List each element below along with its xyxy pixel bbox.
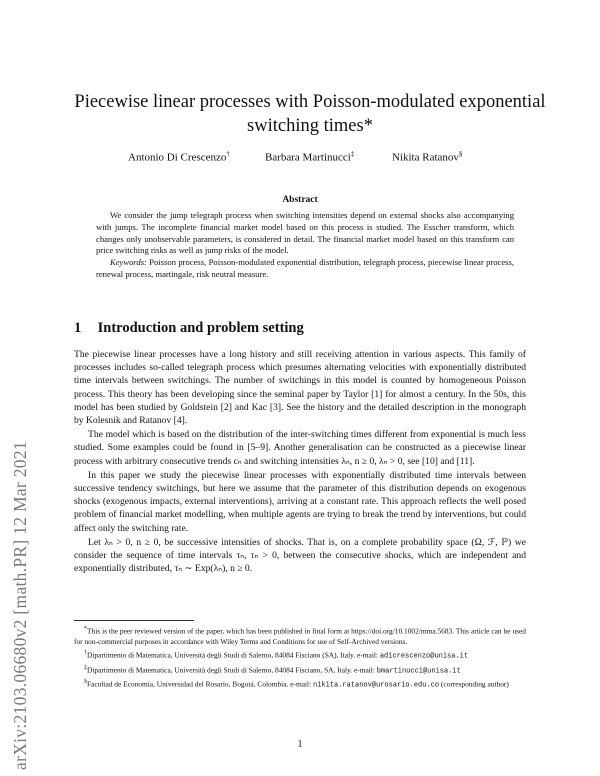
footnote-1: *This is the peer reviewed version of the paper, which has been published in final form at https://doi.org/10.1002/mma.5683. This article can be used for non-commercial purposes in accordance with Wiley Terms and Conditions for use of Self-Archived versions. — [74, 626, 526, 646]
paper-title — [60, 90, 560, 138]
author-1: Antonio Di Crescenzo† — [128, 150, 230, 164]
abstract-heading: Abstract — [282, 195, 318, 205]
author-2: Barbara Martinucci‡ — [265, 150, 355, 164]
abstract — [96, 210, 514, 281]
footnote-2: †Dipartimento di Matematica, Università degli Studi di Salerno, 84084 Fisciano (SA), Italy. e-mail: adicrescenzo@unisa.it — [84, 649, 469, 661]
author-3: Nikita Ratanov§ — [392, 150, 463, 164]
arxiv-identifier: arXiv:2103.06680v2 [math.PR] 12 Mar 2021 — [10, 441, 30, 770]
email-link[interactable]: adicrescenzo@unisa.it — [379, 652, 469, 661]
email-link[interactable]: bmartinucci@unisa.it — [376, 667, 461, 676]
footnotes — [74, 624, 526, 692]
section-heading — [74, 320, 304, 337]
footnote-3: ‡Dipartimento di Matematica, Università degli Studi di Salerno, 84084 Fisciano, SA, Italy. e-mail: bmartinucci@unisa.it — [84, 664, 461, 676]
keywords-text: Poisson process, Poisson-modulated exponential distribution, telegraph process, piecewise linear process, renewal process, martingale, risk neutral measure. — [96, 257, 514, 279]
paragraph-1: The piecewise linear processes have a long history and still receiving attention in various aspects. This family of processes includes so-called telegraph process which presumes alternating velocities with exponentially distributed time intervals between switchings. The number of switchings in this model is counted by homogeneous Poisson process. This theory has been developing since the seminal paper by Taylor [1] for almost a century. In the 50s, this model has been studied by Goldstein [2] and Kac [3]. See the history and the detailed description in the monograph by Kolesnik and Ratanov [4]. — [74, 349, 526, 427]
keywords-label: Keywords: — [110, 257, 147, 268]
arxiv-stamp — [0, 195, 40, 770]
body-text — [74, 348, 526, 576]
paragraph-3: In this paper we study the piecewise linear processes with exponentially distributed time intervals between successive tendency switchings, but here we assume that the parameter of this distribution depends on exogenous shocks (exogenous impacts, external interventions), arriving at a constant rate. This approach reflects the well posed problem of financial market modelling, when multiple agents are trying to break the trend by interventions, but could affect only the switching rate. — [74, 469, 526, 534]
page-number: 1 — [297, 739, 303, 750]
footnote-4: §Facultad de Economía, Universidad del Rosario, Bogotá, Colombia. e-mail: nikita.ratanov@urosario.edu.co (corresponding author) — [84, 679, 509, 690]
abstract-text: We consider the jump telegraph process when switching intensities depend on external shocks also accompanying with jumps. The incomplete financial market model based on this process is studied. The Esscher transform, which changes only unobservable parameters, is considered in detail. The financial market model based on this transform can price switching risks as well as jump risks of the model. — [96, 210, 514, 256]
paragraph-4: Let λₙ > 0, n ≥ 0, be successive intensities of shocks. That is, on a complete probability space (Ω, ℱ, ℙ) we consider the sequence of time intervals τₙ, τₙ > 0, between the consecutive shocks, which are independent and exponentially distributed, τₙ ∼ Exp(λₙ), n ≥ 0. — [74, 536, 526, 575]
footnote-divider — [74, 620, 194, 621]
title-line-1: Piecewise linear processes with Poisson-modulated exponential — [74, 92, 546, 112]
paragraph-2: The model which is based on the distribution of the inter-switching times different from exponential is much less studied. Some examples could be found in [5–9]. Another generalisation can be constructed as a piecewise linear process with arbitrary consecutive trends cₙ and switching intensities λₙ, n ≥ 0, λₙ > 0, see [10] and [11]. — [74, 429, 526, 467]
keywords — [96, 257, 514, 281]
title-line-2: switching times* — [247, 116, 373, 136]
section-number: 1 — [74, 320, 82, 336]
email-link[interactable]: nikita.ratanov@urosario.edu.co — [313, 681, 440, 690]
section-title: Introduction and problem setting — [97, 320, 304, 336]
